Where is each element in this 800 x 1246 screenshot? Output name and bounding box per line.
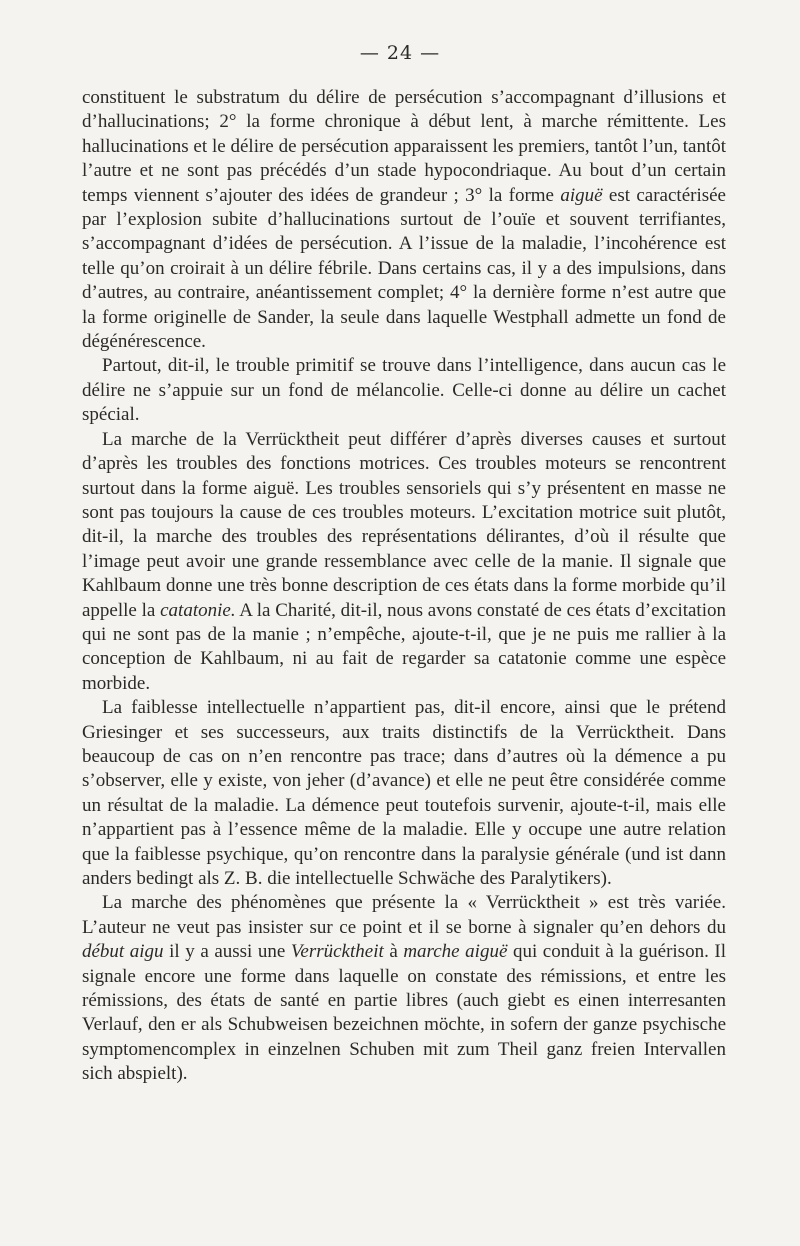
paragraph-4: La faiblesse intellectuelle n’appartient pas, dit-il encore, ainsi que le prétend Griesinger et ses successeurs, aux traits distinctifs de la Verrücktheit. Dans beaucoup de cas on n’en rencontre pas trace; dans d’autres où la démence a pu s’observer, elle y existe, von jeher (d’avance) et elle ne peut être considérée comme un résultat de la maladie. La démence peut toutefois survenir, ajoute-t-il, mais elle n’appartient pas à l’essence même de la maladie. Elle y occupe une autre relation que la faiblesse psychique, qu’on rencontre dans la paralysie générale (und ist dann anders bedingt als Z. B. die intellectuelle Schwäche des Paralytikers). — [82, 697, 726, 889]
paragraph-2: Partout, dit-il, le trouble primitif se trouve dans l’intelligence, dans aucun cas le délire ne s’appuie sur un fond de mélancolie. Celle-ci donne au délire un cachet spécial. — [82, 355, 726, 426]
italic-term: début aigu — [82, 941, 164, 963]
paragraph-1: constituent le substratum du délire de persécution s’accompagnant d’illusions et d’hallucinations; 2° la forme chronique à début lent, à marche rémittente. Les hallucinations et le délire de persécution apparaissent les premiers, tantôt l’un, tantôt l’autre et ne sont pas précédés d’un stade hypocondriaque. Au bout d’un certain temps viennent s’ajouter des idées de grandeur ; 3° la forme aiguë est caractérisée par l’explosion subite d’hallucinations surtout de l’ouïe et souvent terrifiantes, s’accompagnant d’idées de persécution. A l’issue de la maladie, l’incohérence est telle qu’on croirait à un délire fébrile. Dans certains cas, il y a des impulsions, dans d’autres, au contraire, anéantissement complet; 4° la dernière forme n’est autre que la forme originelle de Sander, la seule dans laquelle Westphall admette un fond de dégénérescence. — [82, 87, 726, 353]
page-number: — 24 — — [359, 42, 441, 64]
paragraph-5: La marche des phénomènes que présente la « Verrücktheit » est très variée. L’auteur ne veut pas insister sur ce point et il se borne à signaler qu’en dehors du début aigu il y a aussi une Verrücktheit à marche aiguë qui conduit à la guérison. Il signale encore une forme dans laquelle on constate des rémissions, et entre les rémissions, des états de santé en partie libres (auch giebt es einen interresanten Verlauf, den er als Schubweisen bezeichnen möchte, in sofern der ganze psychische symptomencomplex in einzelnen Schuben mit zum Theil ganz freien Intervallen sich abspielt). — [82, 892, 726, 1085]
paragraph-3: La marche de la Verrücktheit peut différer d’après diverses causes et surtout d’après les troubles des fonctions motrices. Ces troubles moteurs se rencontrent surtout dans la forme aiguë. Les troubles sensoriels qui s’y présentent en masse ne sont pas toujours la cause de ces troubles moteurs. L’excitation motrice suit plutôt, dit-il, la marche des troubles des représentations délirantes, d’où il résulte que l’image peut avoir une grande ressemblance avec celle de la manie. Il signale que Kahlbaum donne une très bonne description de ces états dans la forme morbide qu’il appelle la catatonie. A la Charité, dit-il, nous avons constaté de ces états d’excitation qui ne sont pas de la manie ; n’empêche, ajoute-t-il, que je ne puis me rallier à la conception de Kahlbaum, ni au fait de regarder sa catatonie comme une espèce morbide. — [82, 428, 726, 694]
italic-term: catatonie. — [160, 599, 236, 621]
italic-term: marche aiguë — [403, 941, 508, 963]
body-text — [82, 86, 726, 1087]
italic-term: aiguë — [560, 184, 603, 206]
italic-term: Verrücktheit — [290, 941, 384, 963]
